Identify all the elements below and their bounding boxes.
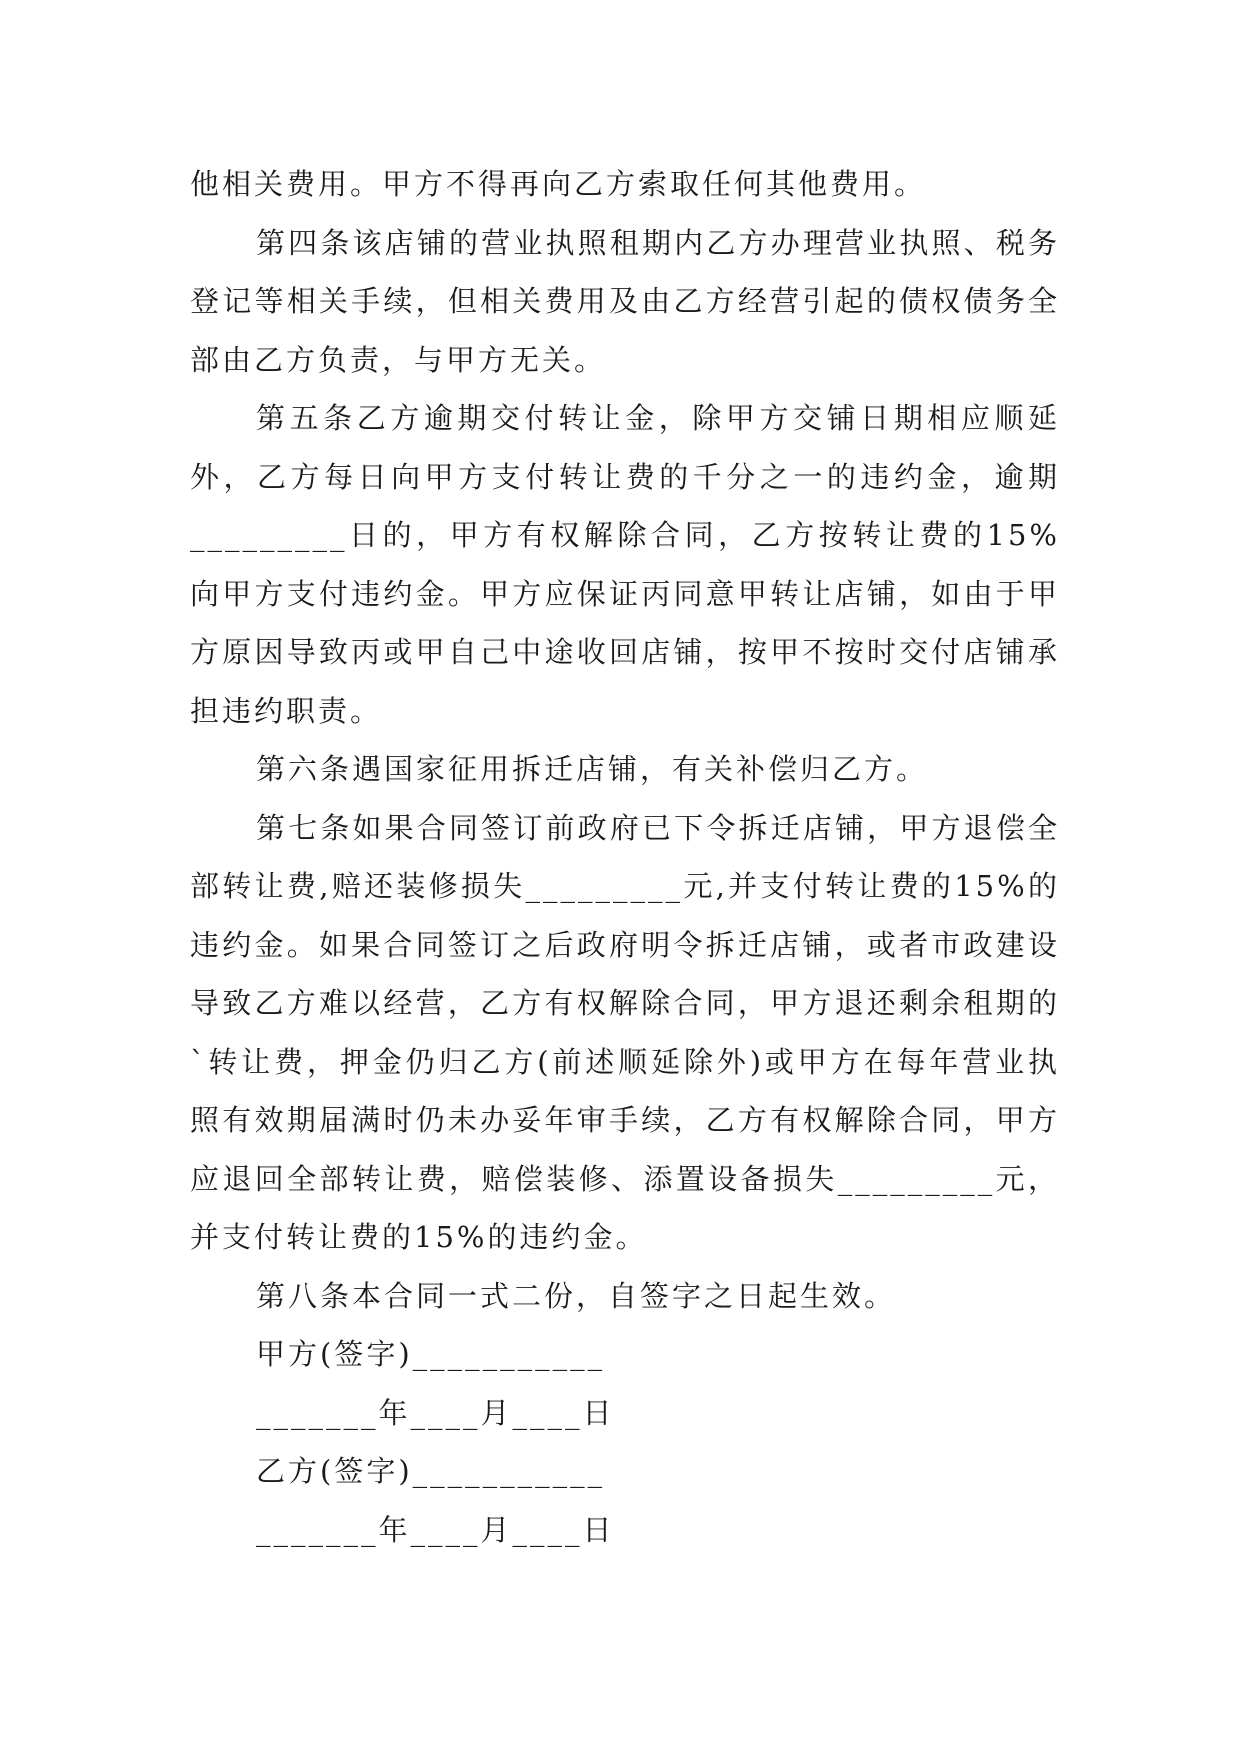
paragraph-article-7: 第七条如果合同签订前政府已下令拆迁店铺，甲方退偿全部转让费,赔还装修损失_________元,并支付转让费的15%的违约金。如果合同签订之后政府明令拆迁店铺，或者市政建设导致乙方难以经营，乙方有权解除合同，甲方退还剩余租期的`转让费，押金仍归乙方(前述顺延除外)或甲方在每年营业执照有效期届满时仍未办妥年审手续，乙方有权解除合同，甲方应退回全部转让费，赔偿装修、添置设备损失_________元，并支付转让费的15%的违约金。 — [190, 810, 1060, 1254]
paragraph-article-8: 第八条本合同一式二份，自签字之日起生效。 — [256, 1278, 897, 1313]
party-b-date-line: _______年____月____日 — [256, 1512, 615, 1547]
paragraph-article-6: 第六条遇国家征用拆迁店铺，有关补偿归乙方。 — [256, 752, 929, 786]
paragraph-article-5: 第五条乙方逾期交付转让金，除甲方交铺日期相应顺延外，乙方每日向甲方支付转让费的千分之一的违约金，逾期_________日的，甲方有权解除合同，乙方按转让费的15%向甲方支付违约金。甲方应保证丙同意甲转让店铺，如由于甲方原因导致丙或甲自己中途收回店铺，按甲不按时交付店铺承担违约职责。 — [190, 401, 1060, 728]
paragraph-article-4: 第四条该店铺的营业执照租期内乙方办理营业执照、税务登记等相关手续，但相关费用及由乙方经营引起的债权债务全部由乙方负责，与甲方无关。 — [190, 225, 1060, 377]
paragraph-continuation: 他相关费用。甲方不得再向乙方索取任何其他费用。 — [190, 167, 927, 201]
party-a-signature-line: 甲方(签字)___________ — [256, 1337, 606, 1371]
contract-body — [190, 155, 1060, 1559]
party-b-signature-line: 乙方(签字)___________ — [256, 1454, 606, 1488]
party-a-date-line: _______年____月____日 — [256, 1395, 615, 1430]
